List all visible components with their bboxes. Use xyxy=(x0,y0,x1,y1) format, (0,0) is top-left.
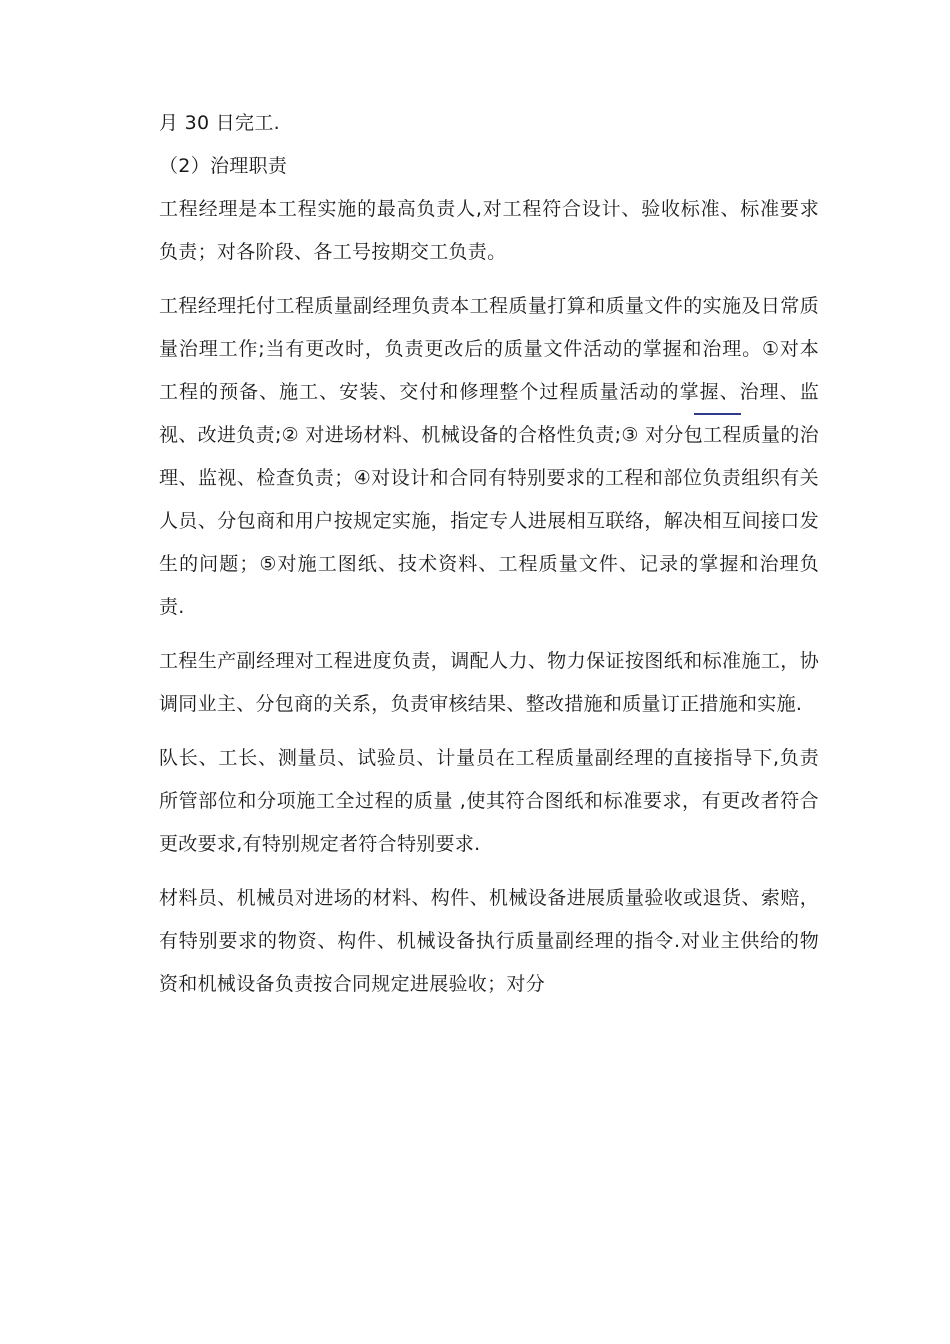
paragraph-production-deputy: 工程生产副经理对工程进度负责，调配人力、物力保证按图纸和标准施工，协调同业主、分包商的关系，负责审核结果、整改措施和质量订正措施和实施. xyxy=(159,650,819,715)
document-body xyxy=(159,102,819,1017)
paragraph-completion-date: 月 30 日完工. xyxy=(159,112,280,134)
underline-mark xyxy=(694,413,741,415)
paragraph-material-staff: 材料员、机械员对进场的材料、构件、机械设备进展质量验收或退货、索赔，有特别要求的物资、构件、机械设备执行质量副经理的指令.对业主供给的物资和机械设备负责按合同规定进展验收；对分 xyxy=(159,887,819,995)
paragraph-foremen: 队长、工长、测量员、试验员、计量员在工程质量副经理的直接指导下,负责所管部位和分项施工全过程的质量 ,使其符合图纸和标准要求，有更改者符合更改要求,有特别规定者符合特别要求. xyxy=(159,747,819,855)
paragraph-project-manager: 工程经理是本工程实施的最高负责人,对工程符合设计、验收标准、标准要求负责；对各阶段、各工号按期交工负责。 xyxy=(159,198,819,263)
paragraph-quality-deputy: 工程经理托付工程质量副经理负责本工程质量打算和质量文件的实施及日常质量治理工作;当有更改时，负责更改后的质量文件活动的掌握和治理。①对本工程的预备、施工、安装、交付和修理整个过程质量活动的掌握、治理、监视、改进负责;② 对进场材料、机械设备的合格性负责;③ 对分包工程质量的治理、监视、检查负责；④对设计和合同有特别要求的工程和部位负责组织有关人员、分包商和用户按规定实施，指定专人进展相互联络，解决相互间接口发生的问题；⑤对施工图纸、技术资料、工程质量文件、记录的掌握和治理负责. xyxy=(159,295,819,618)
section-heading: （2）治理职责 xyxy=(159,155,288,177)
